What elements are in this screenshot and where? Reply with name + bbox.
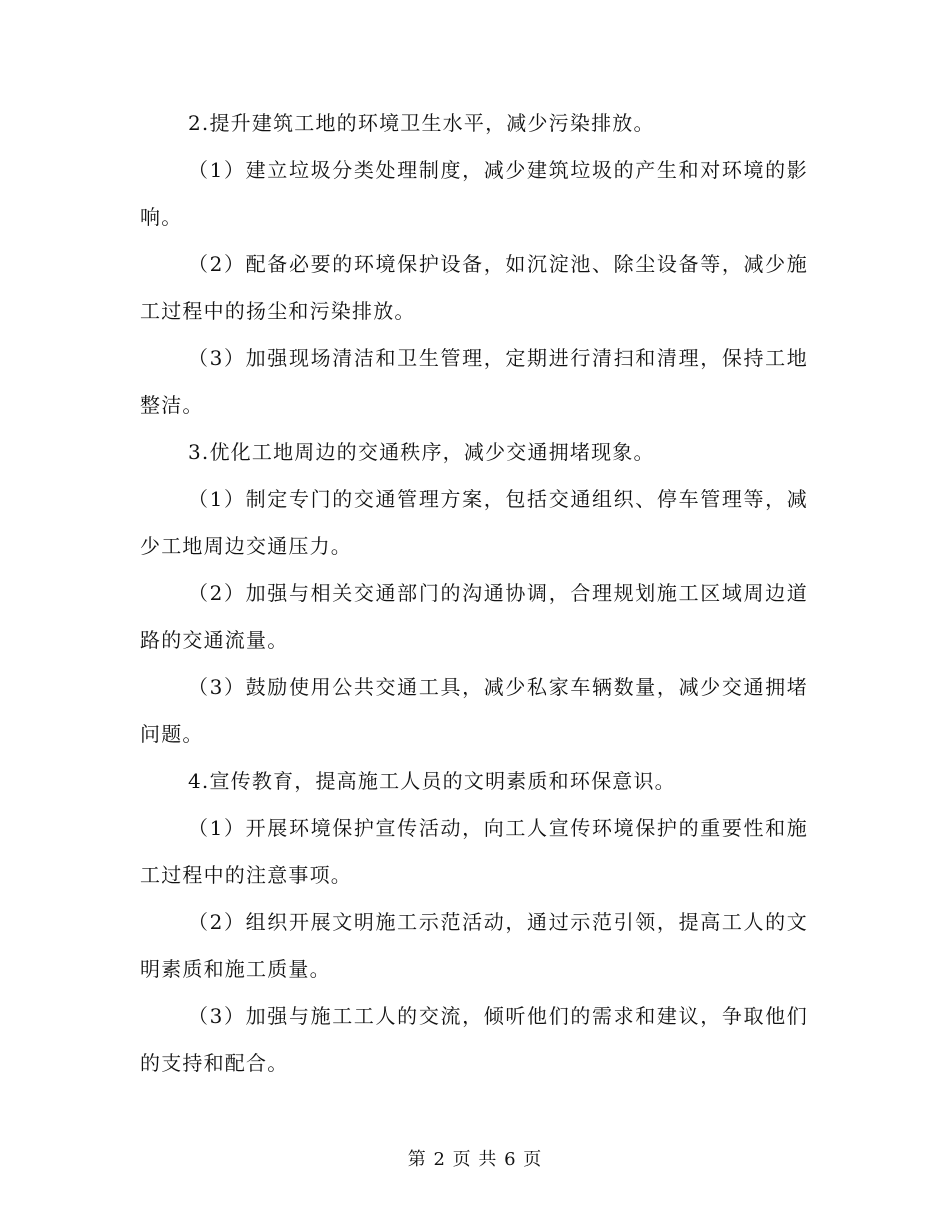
- paragraph-section-2-heading: 2.提升建筑工地的环境卫生水平，减少污染排放。: [188, 111, 655, 135]
- document-body: [140, 100, 808, 1087]
- paragraph-item: （2）组织开展文明施工示范活动，通过示范引领，提高工人的文明素质和施工质量。: [140, 910, 808, 981]
- paragraph-item: （2）配备必要的环境保护设备，如沉淀池、除尘设备等，减少施工过程中的扬尘和污染排放。: [140, 252, 808, 323]
- paragraph-item: （1）建立垃圾分类处理制度，减少建筑垃圾的产生和对环境的影响。: [140, 158, 808, 229]
- paragraph-item: （2）加强与相关交通部门的沟通协调，合理规划施工区域周边道路的交通流量。: [140, 581, 808, 652]
- paragraph-section-3-heading: 3.优化工地周边的交通秩序，减少交通拥堵现象。: [188, 440, 655, 464]
- paragraph-section-4-heading: 4.宣传教育，提高施工人员的文明素质和环保意识。: [188, 769, 676, 793]
- paragraph-item: （3）鼓励使用公共交通工具，减少私家车辆数量，减少交通拥堵问题。: [140, 675, 808, 746]
- page-number-footer: 第 2 页 共 6 页: [407, 1149, 543, 1170]
- paragraph-item: （1）开展环境保护宣传活动，向工人宣传环境保护的重要性和施工过程中的注意事项。: [140, 816, 808, 887]
- paragraph-item: （1）制定专门的交通管理方案，包括交通组织、停车管理等，减少工地周边交通压力。: [140, 487, 808, 558]
- paragraph-item: （3）加强与施工工人的交流，倾听他们的需求和建议，争取他们的支持和配合。: [140, 1004, 808, 1075]
- paragraph-item: （3）加强现场清洁和卫生管理，定期进行清扫和清理，保持工地整洁。: [140, 346, 808, 417]
